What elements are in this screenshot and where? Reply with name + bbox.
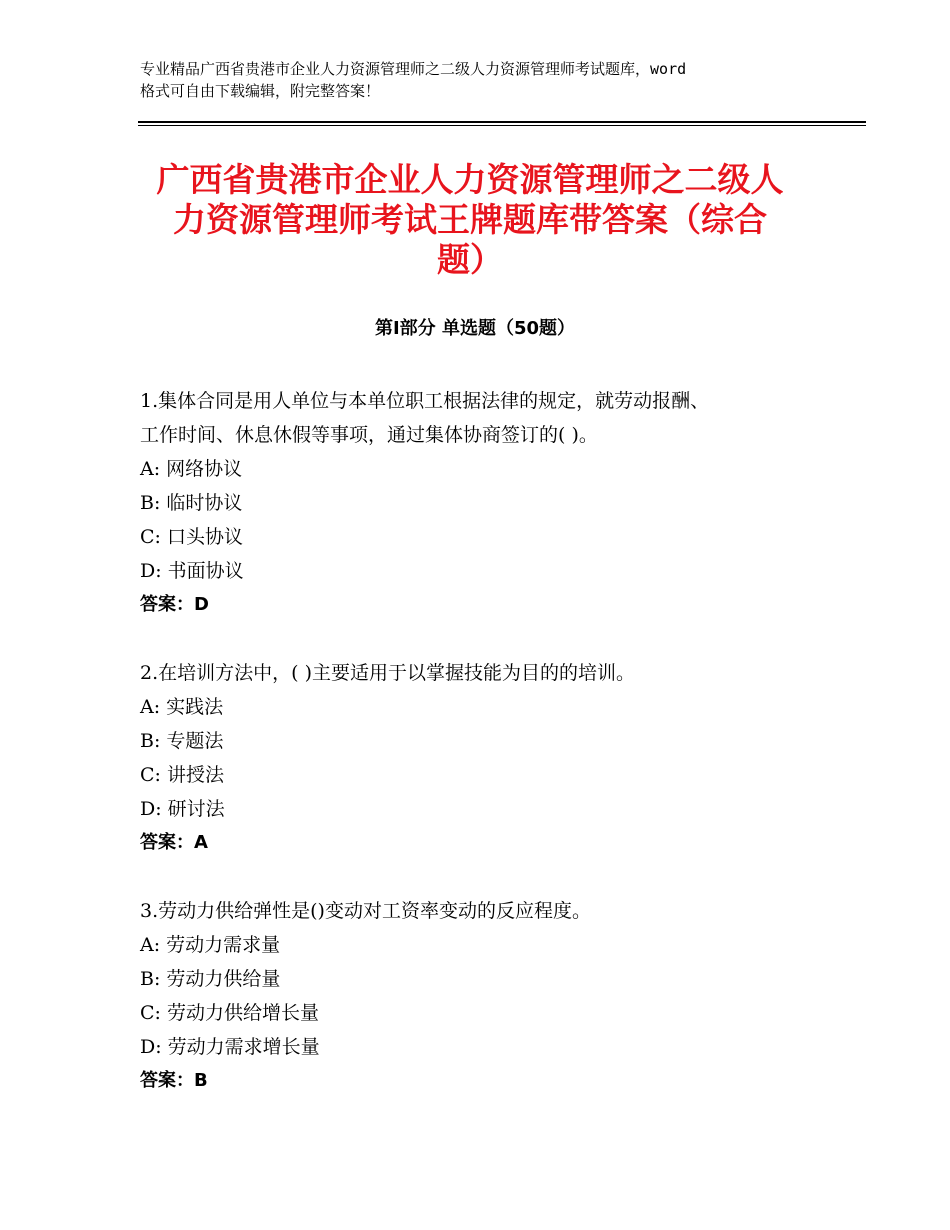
question-1 [140,384,820,622]
document-title [140,160,800,280]
option-d: D: 劳动力需求增长量 [140,1036,320,1058]
question-stem: 2.在培训方法中，( )主要适用于以掌握技能为目的的培训。 [140,662,635,684]
option-b: B: 专题法 [140,730,224,752]
option-b: B: 劳动力供给量 [140,968,281,990]
option-c: C: 讲授法 [140,764,224,786]
question-stem: 1.集体合同是用人单位与本单位职工根据法律的规定，就劳动报酬、 [140,390,710,412]
document-title-line-3: 题） [437,240,503,279]
option-d: D: 书面协议 [140,560,244,582]
option-a: A: 实践法 [140,696,224,718]
option-d: D: 研讨法 [140,798,225,820]
option-b: B: 临时协议 [140,492,243,514]
answer: 答案：D [140,594,209,615]
option-a: A: 劳动力需求量 [140,934,281,956]
header-divider-thin [138,125,866,126]
answer: 答案：B [140,1070,208,1091]
option-c: C: 劳动力供给增长量 [140,1002,319,1024]
option-c: C: 口头协议 [140,526,243,548]
question-stem: 工作时间、休息休假等事项，通过集体协商签订的( )。 [140,424,598,446]
document-title-line-1: 广西省贵港市企业人力资源管理师之二级人 [156,160,784,199]
question-list [140,384,820,1132]
section-title: 第Ⅰ部分 单选题（50题） [374,318,575,339]
header-note-line-2: 格式可自由下载编辑，附完整答案！ [140,82,381,100]
question-3 [140,894,820,1098]
question-stem: 3.劳动力供给弹性是()变动对工资率变动的反应程度。 [140,900,591,922]
question-2 [140,656,820,860]
document-title-line-2: 力资源管理师考试王牌题库带答案（综合 [173,200,767,239]
header-divider-thick [138,121,866,123]
header-note-line-1: 专业精品广西省贵港市企业人力资源管理师之二级人力资源管理师考试题库，word [140,60,687,78]
header-note [140,58,830,102]
option-a: A: 网络协议 [140,458,243,480]
answer: 答案：A [140,832,208,853]
